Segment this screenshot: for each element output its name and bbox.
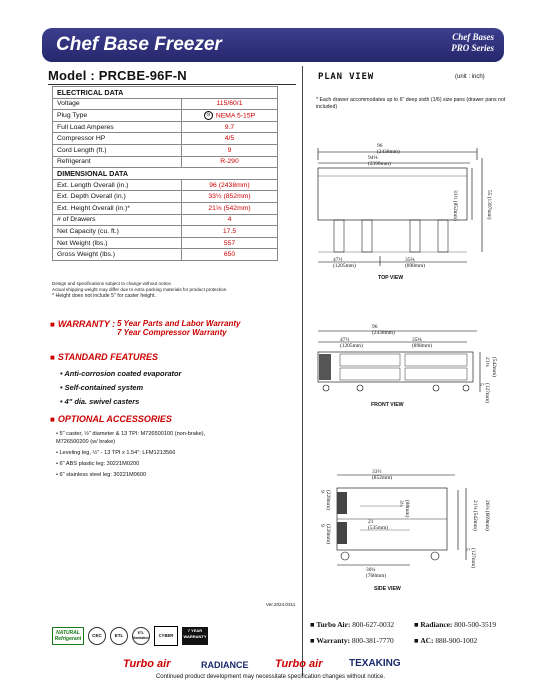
turbo-air-alt-logo: Turbo air xyxy=(275,658,323,670)
electrical-heading: ELECTRICAL DATA xyxy=(53,87,278,99)
drawer-note: * Each drawer accommodates up to 6" deep sixth (1/6) size pans (drawer pans not included) xyxy=(316,97,506,110)
version-label: Ver.2024.0311 xyxy=(266,602,296,607)
table-row xyxy=(53,226,278,238)
note-line: Actual shipping weight may differ due to extra packing materials for product protection. xyxy=(52,287,228,293)
plan-view-title: PLAN VIEW xyxy=(318,72,374,82)
bullet-icon: ■ xyxy=(50,320,55,329)
list-item: • Anti-corrosion coated evaporator xyxy=(60,369,182,378)
section-title: OPTIONAL ACCESSORIES xyxy=(57,414,172,424)
accessory-text: Leveling leg, ½" - 13 TPI x 1.54": LFM1213566 xyxy=(59,450,176,456)
contact-name: Warranty: xyxy=(316,636,350,645)
dimension-label: 96 (2438mm) xyxy=(377,143,400,155)
dimension-label: 21⅛ xyxy=(484,357,490,367)
accessory-list xyxy=(56,430,236,482)
side-view-drawing xyxy=(337,475,466,565)
dimension-label: 5 xyxy=(478,383,484,386)
page-title: Chef Base Freezer xyxy=(56,34,222,55)
dimension-label: 94⅛ (2390mm) xyxy=(368,155,391,167)
note-line: * Height does not include 5" for caster height. xyxy=(52,293,156,300)
spec-label: # of Drawers xyxy=(53,214,182,226)
contact-name: Radiance: xyxy=(420,620,453,629)
accessory-text: 6" ABS plastic leg: 30221M0200 xyxy=(59,461,140,467)
spec-label: Ext. Depth Overall (in.) xyxy=(53,191,182,203)
table-row xyxy=(53,133,278,145)
feature-text: Self-contained system xyxy=(64,383,144,392)
model-number: Model : PRCBE-96F-N xyxy=(48,68,187,83)
table-row xyxy=(53,249,278,261)
contact-radiance: ■ Radiance: 800-500-3519 xyxy=(414,620,497,629)
contact-phone: 800-627-0032 xyxy=(352,620,395,629)
note-line: Design and specifications subject to change without notice. xyxy=(52,281,173,286)
spec-label: Ext. Height Overall (in.)* xyxy=(53,202,182,214)
list-item: • Self-contained system xyxy=(60,383,144,392)
spec-value: 96 (2438mm) xyxy=(182,179,278,191)
list-item: • Leveling leg, ½" - 13 TPI x 1.54": LFM1213566 xyxy=(56,450,176,456)
section-title: STANDARD FEATURES xyxy=(57,352,159,362)
table-row xyxy=(53,144,278,156)
dimension-label: 21⅛ (542mm) xyxy=(472,500,478,531)
table-row xyxy=(53,156,278,168)
dimension-label: (127mm) xyxy=(470,548,476,569)
spec-value: 4/5 xyxy=(182,133,278,145)
spec-label: Voltage xyxy=(53,98,182,110)
column-divider xyxy=(302,66,303,676)
spec-value: 115/60/1 xyxy=(182,98,278,110)
spec-label: Net Capacity (cu. ft.) xyxy=(53,226,182,238)
table-row xyxy=(53,191,278,203)
contact-warranty: ■ Warranty: 800-381-7770 xyxy=(310,636,394,645)
bullet-icon: ■ xyxy=(50,353,55,362)
spec-label: Refrigerant xyxy=(53,156,182,168)
spec-label: Gross Weight (lbs.) xyxy=(53,249,182,261)
plug-value: NEMA 5-15P xyxy=(215,112,256,120)
spec-value: R-290 xyxy=(182,156,278,168)
texaking-logo: TEXAKING xyxy=(349,658,401,669)
feature-text: Anti-corrosion coated evaporator xyxy=(64,369,182,378)
warranty-section xyxy=(50,319,241,337)
front-view-label: FRONT VIEW xyxy=(371,402,404,408)
contact-name: AC: xyxy=(420,636,434,645)
dimension-label: 47½ (1205mm) xyxy=(340,337,363,349)
title-banner xyxy=(42,28,504,62)
series-label xyxy=(451,32,494,54)
contact-name: Turbo Air: xyxy=(316,620,351,629)
cyber-logo: CYBER xyxy=(154,626,178,646)
table-row xyxy=(53,214,278,226)
contact-turbo-air: ■ Turbo Air: 800-627-0032 xyxy=(310,620,395,629)
dimension-label: 3⅛ xyxy=(398,500,404,507)
certification-badges xyxy=(52,626,208,646)
spec-value: 557 xyxy=(182,237,278,249)
dimension-label: 21 (535mm) xyxy=(368,519,389,531)
table-row xyxy=(53,179,278,191)
brand-logos xyxy=(123,658,423,674)
feature-list xyxy=(60,367,181,409)
table-row xyxy=(53,202,278,214)
optional-accessories-heading xyxy=(50,414,172,424)
spec-value: 650 xyxy=(182,249,278,261)
spec-value: 21⅓ (542mm) xyxy=(182,202,278,214)
footer-disclaimer: Continued product development may necessitate specification changes without notice. xyxy=(155,674,386,680)
spec-label: Compressor HP xyxy=(53,133,182,145)
dimension-label: 33½ (852mm) xyxy=(452,190,458,221)
table-row xyxy=(53,237,278,249)
spec-value: 9.7 xyxy=(182,121,278,133)
spec-value: 17.5 xyxy=(182,226,278,238)
table-row xyxy=(53,98,278,110)
accessory-text: 6" stainless steel leg: 30221M0600 xyxy=(59,472,147,478)
list-item: • 5" caster, ½" diameter & 13 TPI: M726500100 (non-brake), M726500200 (w/ brake) xyxy=(56,431,206,445)
spec-label: Net Weight (lbs.) xyxy=(53,237,182,249)
unit-label: (unit : inch) xyxy=(455,74,485,80)
bullet-icon: ■ xyxy=(50,415,55,424)
list-item: • 6" ABS plastic leg: 30221M0200 xyxy=(56,461,140,467)
list-item: • 6" stainless steel leg: 30221M0600 xyxy=(56,472,147,478)
dimension-label: (228mm) xyxy=(325,490,331,511)
spec-label: Cord Length (ft.) xyxy=(53,144,182,156)
spec-notes xyxy=(52,281,228,300)
warranty-lines xyxy=(117,319,240,337)
spec-value: 33½ (852mm) xyxy=(182,191,278,203)
dimension-label: 5 xyxy=(464,548,470,551)
spec-value: 9 xyxy=(182,144,278,156)
radiance-logo: RADIANCE xyxy=(201,660,249,670)
dimension-label: (127mm) xyxy=(484,383,490,404)
dimension-label: 26⅛ (669mm) xyxy=(484,500,490,531)
turbo-air-logo: Turbo air xyxy=(123,658,171,670)
dimension-label: (80mm) xyxy=(404,500,410,518)
dimension-label: 30¼ (768mm) xyxy=(366,567,387,579)
dimension-label: (228mm) xyxy=(325,524,331,545)
accessory-text: 5" caster, ½" diameter & 13 TPI: M726500100 (non-brake), M726500200 (w/ brake) xyxy=(56,431,206,445)
series-line-2: PRO Series xyxy=(451,43,494,53)
contact-phone: 888-900-1002 xyxy=(435,636,478,645)
dimension-label: 47½ (1205mm) xyxy=(333,257,356,269)
spec-table xyxy=(52,86,278,261)
table-row xyxy=(53,110,278,122)
standard-features-heading xyxy=(50,352,158,362)
plug-icon: ⊙ xyxy=(204,111,213,120)
side-view-label: SIDE VIEW xyxy=(374,586,401,592)
warranty-logo: 7 YEAR WARRANTY xyxy=(182,627,208,645)
contact-phone: 800-381-7770 xyxy=(351,636,394,645)
feature-text: 4" dia. swivel casters xyxy=(64,397,140,406)
top-view-label: TOP VIEW xyxy=(378,275,404,281)
spec-label: Full Load Amperes xyxy=(53,121,182,133)
model-underline xyxy=(48,84,296,85)
cec-logo: CEC xyxy=(88,627,106,645)
warranty-line: 5 Year Parts and Labor Warranty xyxy=(117,319,241,328)
dimension-label: 9 xyxy=(319,524,325,527)
etl-logo: ETL xyxy=(110,627,128,645)
dimension-label: 35⅜ (898mm) xyxy=(412,337,433,349)
contact-ac: ■ AC: 888-900-1002 xyxy=(414,636,478,645)
warranty-label: WARRANTY : xyxy=(57,319,116,329)
dimension-label: (542mm) xyxy=(491,357,497,378)
warranty-line: 7 Year Compressor Warranty xyxy=(117,328,227,337)
series-line-1: Chef Bases xyxy=(452,32,494,42)
spec-value: 4 xyxy=(182,214,278,226)
table-row xyxy=(53,121,278,133)
spec-label: Plug Type xyxy=(53,110,182,122)
etl-sanitation-logo: ETL Sanitation xyxy=(132,627,150,645)
dimension-label: 33½ (852mm) xyxy=(372,469,393,481)
dimension-label: 9 xyxy=(319,490,325,493)
dimension-label: 55 (1397mm) xyxy=(486,190,492,220)
dimension-label: 35⅜ (898mm) xyxy=(405,257,426,269)
spec-value xyxy=(182,110,278,122)
natural-refrigerant-logo: NATURAL Refrigerant xyxy=(52,627,84,645)
spec-label: Ext. Length Overall (in.) xyxy=(53,179,182,191)
dimension-label: 96 (2438mm) xyxy=(372,324,395,336)
list-item: • 4" dia. swivel casters xyxy=(60,397,140,406)
contact-phone: 800-500-3519 xyxy=(454,620,497,629)
dimensional-heading: DIMENSIONAL DATA xyxy=(53,168,278,180)
